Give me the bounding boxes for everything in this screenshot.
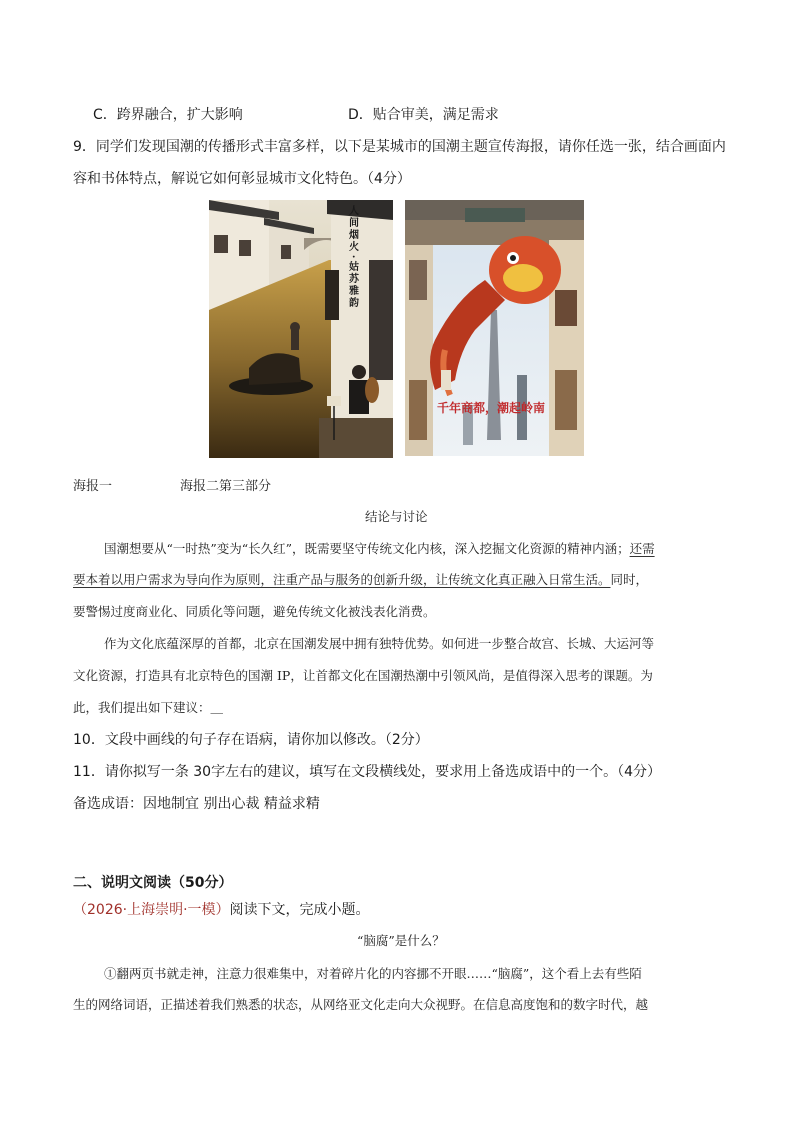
passage-p1-text: 同时， bbox=[610, 572, 649, 587]
exam-source: （2026·上海崇明·一模） bbox=[73, 902, 230, 918]
passage-title: 结论与讨论 bbox=[365, 509, 428, 524]
poster2-slogan: 千年商都，潮起岭南 bbox=[437, 401, 546, 415]
question-9-line1: 9．同学们发现国潮的传播形式丰富多样，以下是某城市的国潮主题宣传海报，请你任选一张，结合画面内 bbox=[73, 139, 726, 155]
article-title: “脑腐”是什么？ bbox=[357, 933, 445, 948]
poster1-char: 火 bbox=[349, 242, 359, 253]
passage-p1-text: 国潮想要从“一时热”变为“长久红”，既需要坚守传统文化内核，深入挖掘文化资源的精神内涵； bbox=[104, 541, 630, 556]
passage-p2-line3: 此，我们提出如下建议：＿ bbox=[73, 700, 224, 715]
poster1-char: 韵 bbox=[349, 298, 359, 309]
section-source-line bbox=[73, 899, 370, 919]
passage-p1-line2 bbox=[73, 570, 648, 588]
poster-two-image bbox=[405, 200, 584, 456]
question-9-line2: 容和书体特点，解说它如何彰显城市文化特色。（4分） bbox=[73, 171, 411, 187]
caption-poster-two: 海报二第三部分 bbox=[180, 479, 272, 494]
caption-poster-one: 海报一 bbox=[73, 479, 113, 494]
question-11: 11．请你拟写一条 30字左右的建议，填写在文段横线处，要求用上备选成语中的一个。（4分） bbox=[73, 764, 661, 780]
passage-p1-line3: 要警惕过度商业化、同质化等问题，避免传统文化被浅表化消费。 bbox=[73, 604, 436, 619]
idiom-options: 备选成语：因地制宜 别出心裁 精益求精 bbox=[73, 796, 320, 812]
poster1-char: 雅 bbox=[349, 286, 359, 297]
poster1-char: 苏 bbox=[349, 274, 359, 285]
question-10: 10．文段中画线的句子存在语病，请你加以修改。（2分） bbox=[73, 732, 429, 748]
option-d: D．贴合审美，满足需求 bbox=[348, 107, 499, 123]
poster-one-image bbox=[209, 200, 393, 458]
poster1-char: 姑 bbox=[349, 262, 359, 273]
article-p1-line2: 生的网络词语，正描述着我们熟悉的状态，从网络亚文化走向大众视野。在信息高度饱和的数字时代，越 bbox=[73, 997, 649, 1012]
poster1-char: 人 bbox=[349, 206, 359, 217]
article-p1-line1: ①翻两页书就走神，注意力很难集中，对着碎片化的内容挪不开眼……“脑腐”，这个看上去有些陌 bbox=[104, 966, 642, 981]
underlined-sentence: 还需 bbox=[629, 541, 655, 556]
passage-p2-line2: 文化资源，打造具有北京特色的国潮 IP，让首都文化在国潮热潮中引领风尚，是值得深入思考的课题。为 bbox=[73, 668, 653, 683]
passage-p2-line1: 作为文化底蕴深厚的首都，北京在国潮发展中拥有独特优势。如何进一步整合故宫、长城、大运河等 bbox=[104, 636, 655, 651]
section-instruction: 阅读下文，完成小题。 bbox=[229, 902, 370, 918]
poster1-char: 间 bbox=[349, 218, 359, 229]
poster1-char: 烟 bbox=[349, 230, 359, 241]
poster1-char: · bbox=[352, 252, 356, 263]
section-heading: 二、说明文阅读（50分） bbox=[73, 875, 233, 891]
option-c: C．跨界融合，扩大影响 bbox=[93, 107, 243, 123]
underlined-sentence: 要本着以用户需求为导向作为原则，注重产品与服务的创新升级，让传统文化真正融入日常生活。 bbox=[73, 572, 611, 587]
passage-p1-line1 bbox=[104, 539, 655, 557]
